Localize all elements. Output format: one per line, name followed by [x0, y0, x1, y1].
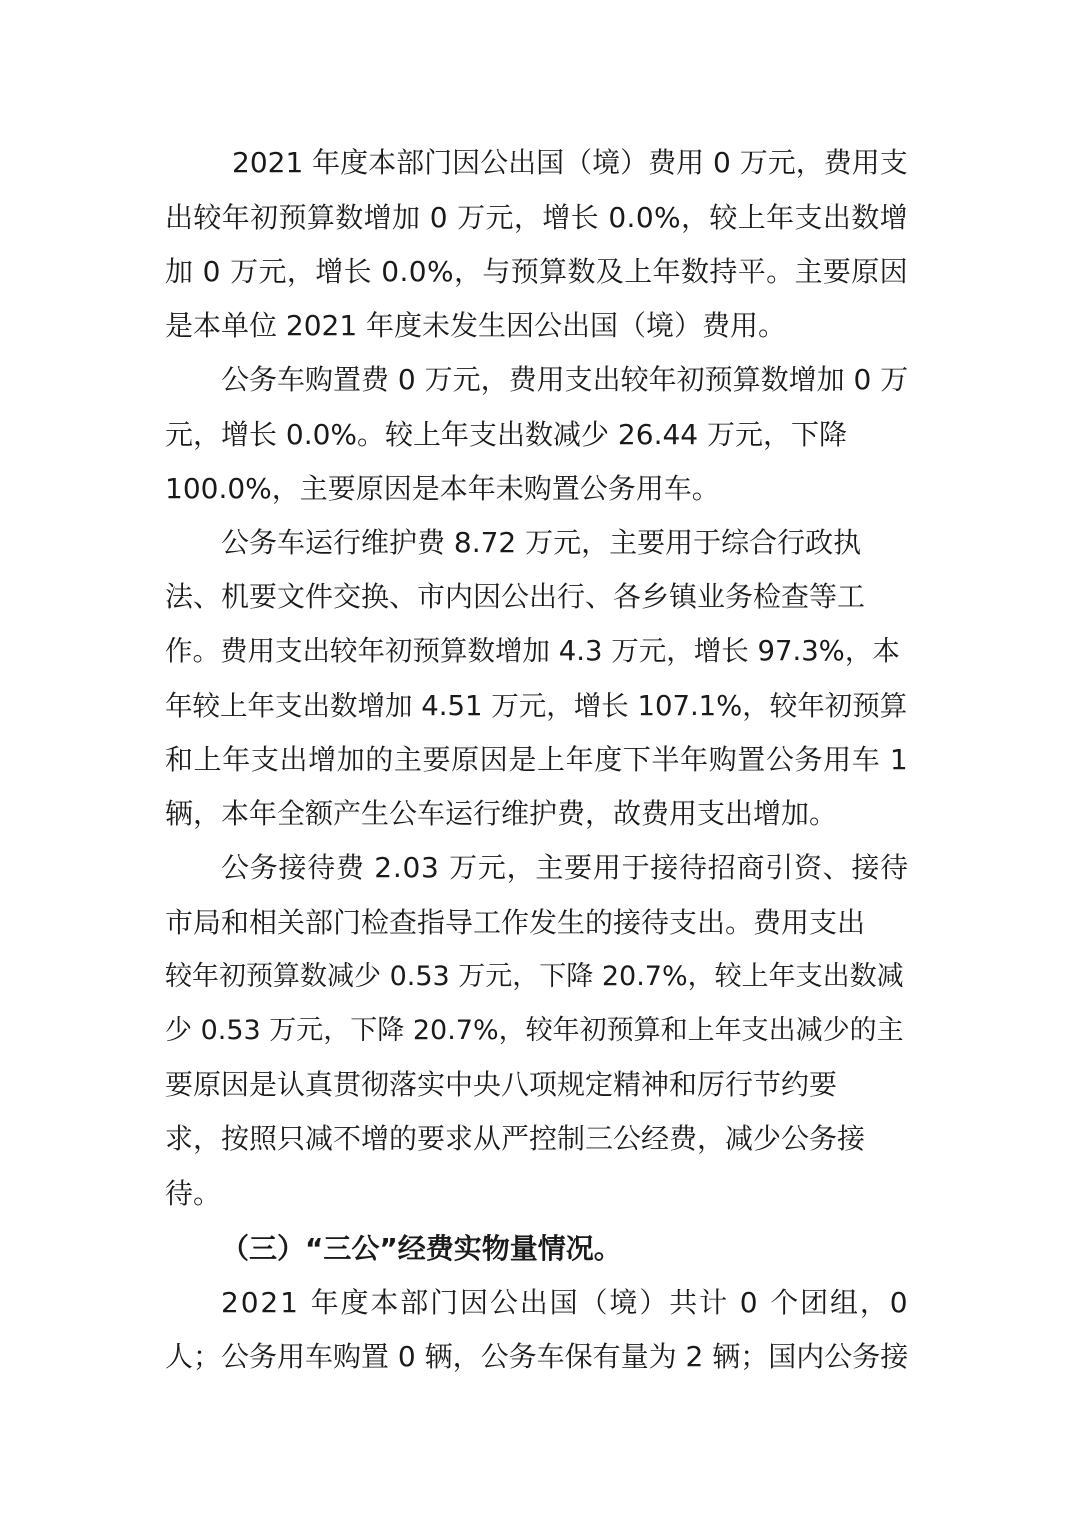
- text-line: 作。费用支出较年初预算数增加 4.3 万元，增长 97.3%，本: [165, 635, 900, 667]
- text-line: 2021 年度本部门因公出国（境）费用 0 万元，费用支: [232, 146, 908, 179]
- text-line: 年较上年支出数增加 4.51 万元，增长 107.1%，较年初预算: [165, 690, 908, 722]
- text-line: 公务车运行维护费 8.72 万元，主要用于综合行政执: [221, 526, 862, 559]
- text-line: 100.0%，主要原因是本年未购置公务用车。: [165, 472, 720, 505]
- text-line: 2021 年度本部门因公出国（境）共计 0 个团组，0: [221, 1286, 910, 1319]
- text-line: 少 0.53 万元，下降 20.7%，较年初预算和上年支出减少的主: [165, 1015, 904, 1046]
- text-line: 出较年初预算数增加 0 万元，增长 0.0%，较上年支出数增: [165, 201, 909, 234]
- text-line: 求，按照只减不增的要求从严控制三公经费，减少公务接: [165, 1122, 866, 1155]
- text-line: 较年初预算数减少 0.53 万元，下降 20.7%，较上年支出数减: [165, 961, 904, 992]
- text-line: 公务接待费 2.03 万元，主要用于接待招商引资、接待: [221, 851, 909, 884]
- text-line: 和上年支出增加的主要原因是上年度下半年购置公务用车 1: [165, 743, 909, 776]
- text-line: 要原因是认真贯彻落实中央八项规定精神和厉行节约要: [165, 1068, 838, 1101]
- text-line: 法、机要文件交换、市内因公出行、各乡镇业务检查等工: [165, 580, 866, 613]
- text-line: 市局和相关部门检查指导工作发生的接待支出。费用支出: [165, 906, 866, 939]
- text-line: 是本单位 2021 年度未发生因公出国（境）费用。: [165, 309, 787, 342]
- text-line: 待。: [165, 1177, 222, 1210]
- text-line: 人；公务用车购置 0 辆，公务车保有量为 2 辆；国内公务接: [165, 1340, 909, 1373]
- text-line: 加 0 万元，增长 0.0%，与预算数及上年数持平。主要原因: [165, 255, 909, 288]
- text-line: 辆，本年全额产生公车运行维护费，故费用支出增加。: [165, 797, 838, 830]
- text-line: 公务车购置费 0 万元，费用支出较年初预算数增加 0 万: [221, 363, 909, 396]
- section-heading: （三）“三公”经费实物量情况。: [221, 1232, 622, 1265]
- text-line: 元，增长 0.0%。较上年支出数减少 26.44 万元，下降: [165, 418, 847, 451]
